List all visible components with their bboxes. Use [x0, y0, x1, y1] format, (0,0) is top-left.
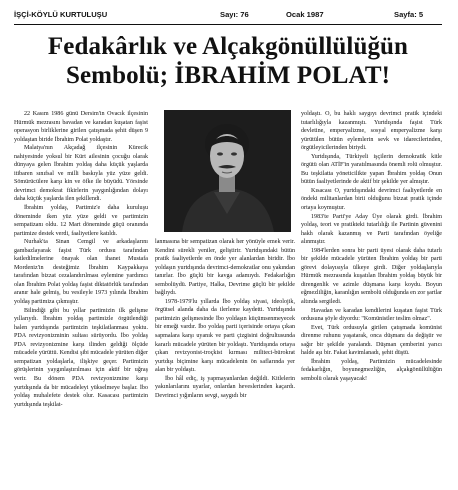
paragraph: 22 Kasım 1986 günü Dersim'in Ovacık ilçesinin Hürmük mezrasını bavadan ve karadan kuşatan faşist operasyon birliklerine girilen çatışmada şehit düşen 9 yoldaştan biride İbrahim Polat yoldaştır.	[14, 111, 148, 143]
paragraph: 1984'lerden sonra bir parti üyesi olarak daha tutarlı bir şekilde mücadele yürüten İbrahim yoldaş bir parti görevi dolayısıyla ülkeye girdi. Diğer yoldaşlarıyla Hürmük mezrasında kuşatılan İbrahim yoldaş büyük bir direngenlik ve azimle düşmana karşı koydu. Boyun eğmezliliğin, karanlığın sembolü olduğunda en zor şartlar altında sergiledi.	[301, 247, 442, 306]
portrait-photo	[164, 110, 291, 232]
issue-number: Sayı: 76	[220, 10, 249, 19]
portrait-photo-icon	[164, 110, 291, 232]
article-headline	[18, 32, 438, 90]
paragraph: Bilindiği gibi bu yıllar partimizin ilk gelişme yıllarıydı. İbrahim yoldaş partimizle örgütlendiği halen yurtdışında partimizin teşkilatlanması yoktu. PDA revizyonizminin sultası sürüyordu. İbo yoldaş PDA revizyonizmine karşı ilinden geldiği ölçüde mücadele yürüttü. Kendisi şibi mücadele yürüten diğer sempatizan yoldaşlarla, ilişkiye geçer. Partimizin görüşlerinin yaygınlaştırılması için aktif bir uğraş verir. Bu dönem PDA revizyonizmine karşı yurtdışında da bir mücadeleyi yükselmeye başlar. İbo yoldaş muhalefete destek olur. Kasacası partimizin yurtdışında teşkilat-	[14, 307, 148, 408]
paragraph: İbrahim yoldaş, Partimizin mücadelesinde fedakarlığın, boyunegmezliğin, alçakgönüllülüğün sembolü olarak yaşayacak!	[301, 358, 442, 382]
headline-line-1: Fedakârlık ve Alçakgönüllülüğün	[47, 33, 409, 60]
paragraph: lanmasına bir sempatizan olarak her yönüyle emek verir. Kendini sürekli yeniler, geliştirir. Yurtdışındaki bütün pratik faaliyetlerde en önde yer alanlardan biridir. İbo yoldaşın yurtdışında devrimci-demokratlar onu yakından tanırlar. İbo güçlü bir kavga adamıydı. Fedakarlığın sembolüydü. Partiye, Halka, Devrime güçlü bir şekilde bağlıydı.	[155, 239, 295, 297]
article-column-1	[14, 110, 148, 409]
headline-line-2: Sembolü; İBRAHİM POLAT!	[65, 62, 391, 89]
paragraph: 1978-1979'lu yıllarda İbo yoldaş siyasi, ideolojik, örgütsel alanda daha da ilerleme kaydetti. Yurtdışında partimizin gelişmesinde İbo yoldaşın küçümsenmeyecek bir emeği vardır. İbo yoldaş parti içerisinde ortaya çıkan sapmalara karşı uyanık ve parti çizgisini doğrultusunda kararlı mücadele yürüten bir yoldaştı. Yurtdışında ortaya çıkan revizyonist-troçkist kırması militeci-bürokrat yurtdışı biçimine karşı mücadelenin ön saflarında yer alan bir yoldaştı.	[155, 298, 295, 374]
paragraph: 1983'te Parti'ye Aday Üye olarak girdi. İbrahim yoldaş, teori ve pratikteki tutarlılığı ile Partinin güvenini hakh olarak kazanmış ve Parti tarafından öyeliğe alınmıştır.	[301, 213, 442, 246]
header-divider	[14, 24, 442, 25]
page-header	[14, 10, 442, 23]
paragraph: Evet, Türk ordusuyla girilen çatışmada komünist direnme ruhunu yaşatarak, onca düşmanı da değiştir ve sağır bir şekilde yaralandı. Düşman çemberini yarıcı halde aşı bir. Fakat kavimlanadı, şehit düştü.	[301, 324, 442, 357]
paragraph: İbrahim yoldaş, Partimiz'e daha kuruluşu döneminde iken yüz yüze geldi ve partimizin sempatizanı oldu. 12 Mart döneminde güçü oranında partimize destek verdi, faaliyetlere katıldı.	[14, 205, 148, 237]
publication-name: İŞÇİ-KÖYLÜ KURTULUŞU	[14, 10, 108, 19]
issue-date: Ocak 1987	[286, 10, 324, 19]
page-number: Sayfa: 5	[394, 10, 424, 19]
paragraph: Malatya'nın Akçadağ ilçesinin Kürecik nahiyesinde yoksul bir Kürt ailesinin çocuğu olarak dünyaya gelen İbrahim yoldaş daha küçük yaşlarda itibaren sınıfsal ve milli baskıyla yüz yüze geldi. Sömürücülere karşı kin ve öfke ile büyüdü. Yörsinde devrimci demokrat fikirlerin yaygınlığından dolayı daha küçük yaşlarda ilen şekillendi.	[14, 145, 148, 203]
paragraph: Kısacası O, yurtdışındaki devrimci faaliyetlerde en öndeki militanlardan birii olduğunu bizzat pratik içinde ortaya koymuştur.	[301, 187, 442, 212]
paragraph: yoldaştı. O, bu haklı saygıyı devrimci pratik içindeki tutarlılığıyla kazanmıştı. Yurtdışında faşist Türk devletine, emperyalizme, sosyal emperyalizme karşı yürütülen bütün eylemlerin sevk ve idarecilerinden, örgütleyicilerinden biriydi.	[301, 111, 442, 152]
paragraph: Yurtdışında, Türkiyeli işçilerin demokratik kitle örgütü olan ATİF'in yaratılmasında önemli rolü olmuştur. Bu teşkilatta yöneticilikte yapan İbrahim yoldaş Onun bütün faaliyetlerinde de aktif bir şekilde yer almıştır.	[301, 153, 442, 186]
article-column-2	[155, 238, 295, 400]
paragraph: İbo hâl ediç, iş yapmayanlardan değildi. Kitlelerin yakınlarılarını uyarlar, onlardan heveslerinden kaçardı. Devrimci yığınların sevgi, saygıdı bir	[155, 375, 295, 399]
paragraph: Havadan ve karadan kendilerini kuşatan faşist Türk ordusuna şöyle diyordu: "Komünistler teslim olmaz".	[301, 307, 442, 323]
article-column-3	[301, 110, 442, 384]
paragraph: Nurhak'ta Sinan Cemgil ve arkadaşlarını gambazlayarak faşist Türk ordusu tarafından katledilmelerine önayak olan ihanet Mustafa Mordeniz'in desteğimiz İbrahim Kaypakkaya tarafından bizzat cezalandırılması eylemine yardımcı olan İbrahim Polat yoldaş faşist diktatörlük tarafından aranır hale gelmiş, bu vesileyle 1973 yılında İbrahim yoldaş partimiza çıkmıştır.	[14, 239, 148, 306]
